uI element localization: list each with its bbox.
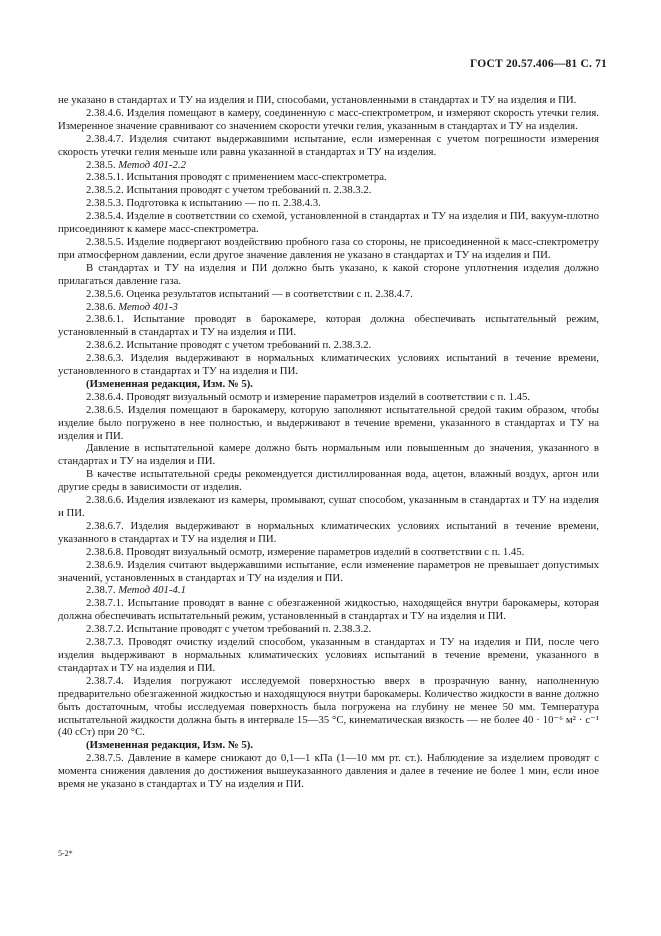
paragraph: 2.38.4.7. Изделия считают выдержавшими испытание, если измеренная с учетом погрешности измерения скорость утечки гелия меньше или равна указанной в стандартах и ТУ на изделия.: [58, 132, 599, 158]
paragraph: 2.38.6.3. Изделия выдерживают в нормальных климатических условиях испытаний в течение времени, установленного в стандартах и ТУ на изделия и ПИ.: [58, 352, 599, 378]
paragraph: 2.38.5.3. Подготовка к испытанию — по п. 2.38.4.3.: [86, 197, 321, 210]
paragraph: 2.38.4.6. Изделия помещают в камеру, соединенную с масс-спектрометром, и измеряют скорость утечки гелия. Измеренное значение сравнивают со значением скорости утечки гелия, указанным в стандартах и ТУ на изделия.: [58, 106, 599, 132]
method-name: Метод 401-4.1: [118, 584, 186, 597]
paragraph: 2.38.5.4. Изделие в соответствии со схемой, установленной в стандартах и ТУ на изделия и ПИ, вакуум-плотно присоединяют к камере масс-спектрометра.: [58, 210, 599, 236]
method-name: Метод 401-2.2: [118, 158, 186, 171]
paragraph: 2.38.5.5. Изделие подвергают воздействию пробного газа со стороны, не присоединенной к масс-спектрометру при атмосферном давлении, если другое значение давления не указано в стандартах и ТУ на изделия и ПИ.: [58, 235, 599, 261]
method-name: Метод 401-3: [118, 300, 178, 313]
paragraph: 2.38.7.1. Испытание проводят в ванне с обезгаженной жидкостью, находящейся внутри барокамеры, которая должна обеспечивать испытательный режим, установленный в стандартах и ТУ на изделия и ПИ.: [58, 597, 599, 623]
paragraph: Давление в испытательной камере должно быть нормальным или повышенным до значения, указанного в стандартах и ТУ на изделия и ПИ.: [58, 442, 599, 468]
clause-number: 2.38.7.: [86, 584, 119, 597]
clause-number: 2.38.5.: [86, 158, 119, 171]
paragraph: 2.38.6.4. Проводят визуальный осмотр и измерение параметров изделий в соответствии с п. 1.45.: [86, 390, 531, 403]
paragraph: 2.38.7.4. Изделия погружают исследуемой поверхностью вверх в прозрачную ванну, наполненную предварительно обезгаженной жидкостью и находящуюся внутри барокамеры. Количество жидкости в ванне должно быть достаточным, чтобы исследуемая поверхность была погружена на глубину не менее 50 мм. Температура испытательной жидкости должна быть в интервале 15—35 °С, кинематическая вязкость — не более 40 · 10⁻⁶ м² · с⁻¹ (40 сСт) при 20 °С.: [58, 674, 599, 739]
paragraph: В качестве испытательной среды рекомендуется дистиллированная вода, ацетон, влажный воздух, аргон или другие среды в зависимости от изделия.: [58, 468, 599, 494]
amendment-note: (Измененная редакция, Изм. № 5).: [86, 739, 253, 752]
method-heading: [58, 301, 599, 314]
method-heading: [58, 584, 599, 597]
document-body: [58, 94, 599, 791]
paragraph: 2.38.6.1. Испытание проводят в барокамере, которая должна обеспечивать испытательный режим, установленный в стандартах и ТУ на изделия и ПИ.: [58, 313, 599, 339]
paragraph: 2.38.6.6. Изделия извлекают из камеры, промывают, сушат способом, указанным в стандартах и ТУ на изделия и ПИ.: [58, 494, 599, 519]
amendment-note: (Измененная редакция, Изм. № 5).: [86, 377, 253, 390]
paragraph: 2.38.6.7. Изделия выдерживают в нормальных климатических условиях испытаний в течение времени, указанного в стандартах и ТУ на изделия и ПИ.: [58, 519, 599, 545]
paragraph: 2.38.5.1. Испытания проводят с применением масс-спектрометра.: [86, 171, 387, 184]
paragraph: 2.38.6.5. Изделия помещают в барокамеру, которую заполняют испытательной средой таким образом, чтобы изделие было погружено в нее полностью, и выдерживают в течение времени, указанного в стандартах и ТУ на изделия и ПИ.: [58, 403, 599, 442]
paragraph: 2.38.6.8. Проводят визуальный осмотр, измерение параметров изделий в соответствии с п. 1.45.: [86, 545, 525, 558]
signature-mark: 5-2*: [58, 849, 73, 858]
paragraph: 2.38.5.6. Оценка результатов испытаний — в соответствии с п. 2.38.4.7.: [86, 287, 413, 300]
paragraph: 2.38.7.3. Проводят очистку изделий способом, указанным в стандартах и ТУ на изделия и ПИ, после чего изделия выдерживают в нормальных климатических условиях испытаний в течение времени, указанного в стандартах и ТУ на изделия и ПИ.: [58, 636, 599, 674]
paragraph: 2.38.7.5. Давление в камере снижают до 0,1—1 кПа (1—10 мм рт. ст.). Наблюдение за изделием проводят с момента снижения давления до достижения вышеуказанного давления и далее в течение не более 1 мин, если иное время не указано в стандартах и ТУ на изделия и ПИ.: [58, 752, 599, 791]
clause-number: 2.38.6.: [86, 300, 119, 313]
paragraph: В стандартах и ТУ на изделия и ПИ должно быть указано, к какой стороне уплотнения изделия должно прилагаться давление газа.: [58, 261, 599, 287]
paragraph: не указано в стандартах и ТУ на изделия и ПИ, способами, установленными в стандартах и ТУ на изделия и ПИ.: [58, 94, 577, 106]
paragraph: 2.38.6.9. Изделия считают выдержавшими испытание, если изменение параметров не превышает допустимых значений, установленных в стандартах и ТУ на изделия и ПИ.: [58, 558, 599, 584]
paragraph: 2.38.6.2. Испытание проводят с учетом требований п. 2.38.3.2.: [86, 339, 372, 352]
paragraph: 2.38.7.2. Испытание проводят с учетом требований п. 2.38.3.2.: [86, 623, 372, 636]
method-heading: [58, 159, 599, 172]
paragraph: 2.38.5.2. Испытания проводят с учетом требований п. 2.38.3.2.: [86, 184, 372, 197]
page-header: ГОСТ 20.57.406—81 С. 71: [470, 58, 607, 70]
